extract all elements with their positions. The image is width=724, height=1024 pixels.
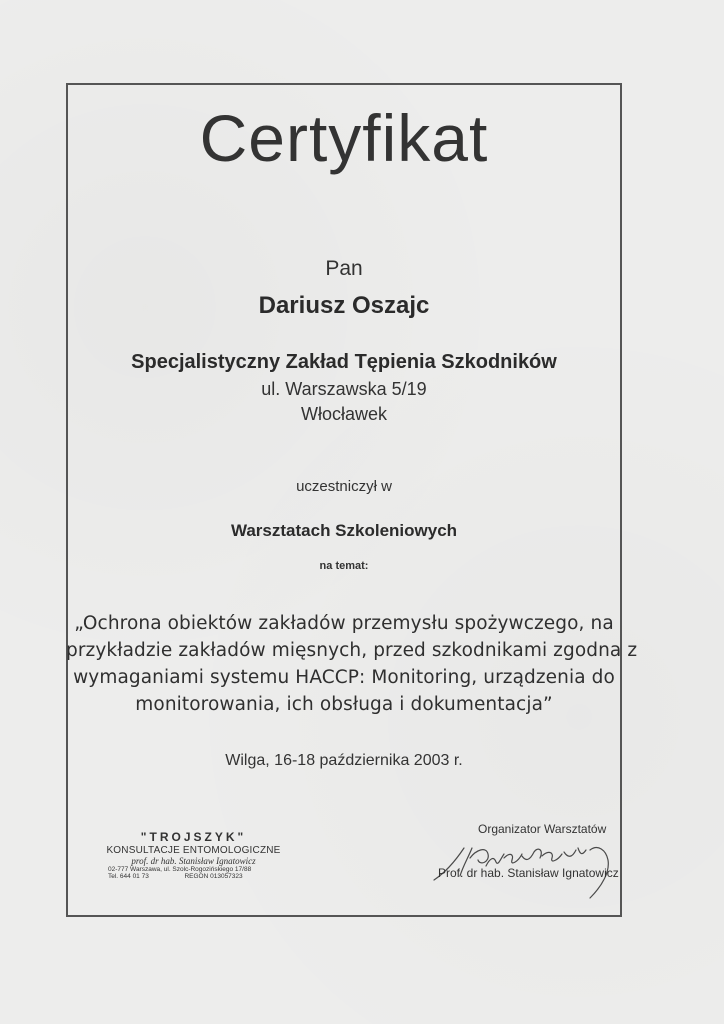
topic-text <box>66 610 638 718</box>
signatory-name: Prof. dr hab. Stanisław Ignatowicz <box>438 866 619 880</box>
topic-line: monitorowania, ich obsługa i dokumentacja” <box>135 694 553 715</box>
participation-text: uczestniczył w <box>296 478 392 495</box>
certificate-title: Certyfikat <box>199 101 489 175</box>
company-city: Włocławek <box>300 404 388 424</box>
stamp-line-1: KONSULTACJE ENTOMOLOGICZNE <box>106 845 281 856</box>
company-stamp <box>106 830 281 880</box>
stamp-tel: Tel. 644 01 73 <box>108 873 149 880</box>
place-and-date: Wilga, 16-18 października 2003 r. <box>225 752 463 769</box>
certificate-border <box>66 83 638 917</box>
salutation: Pan <box>325 257 363 280</box>
recipient-name: Dariusz Oszajc <box>258 292 430 319</box>
event-name: Warsztatach Szkoleniowych <box>230 521 458 540</box>
stamp-contact <box>106 873 281 880</box>
topic-line: „Ochrona obiektów zakładów przemysłu spożywczego, na <box>74 613 614 634</box>
stamp-brand: "TROJSZYK" <box>140 830 247 844</box>
topic-line: wymaganiami systemu HACCP: Monitoring, urządzenia do <box>73 667 615 688</box>
company-street: ul. Warszawska 5/19 <box>261 379 427 399</box>
stamp-line-2: prof. dr hab. Stanisław Ignatowicz <box>131 856 256 866</box>
topic-label: na temat: <box>319 560 369 572</box>
company-name: Specjalistyczny Zakład Tępienia Szkodników <box>131 351 557 373</box>
stamp-regon: REGON 013057323 <box>184 873 243 880</box>
stamp-address: 02-777 Warszawa, ul. Szolc-Rogozińskiego 17/88 <box>108 866 252 873</box>
organizer-label: Organizator Warsztatów <box>478 822 607 836</box>
topic-line: przykładzie zakładów mięsnych, przed szkodnikami zgodna z <box>66 640 638 661</box>
